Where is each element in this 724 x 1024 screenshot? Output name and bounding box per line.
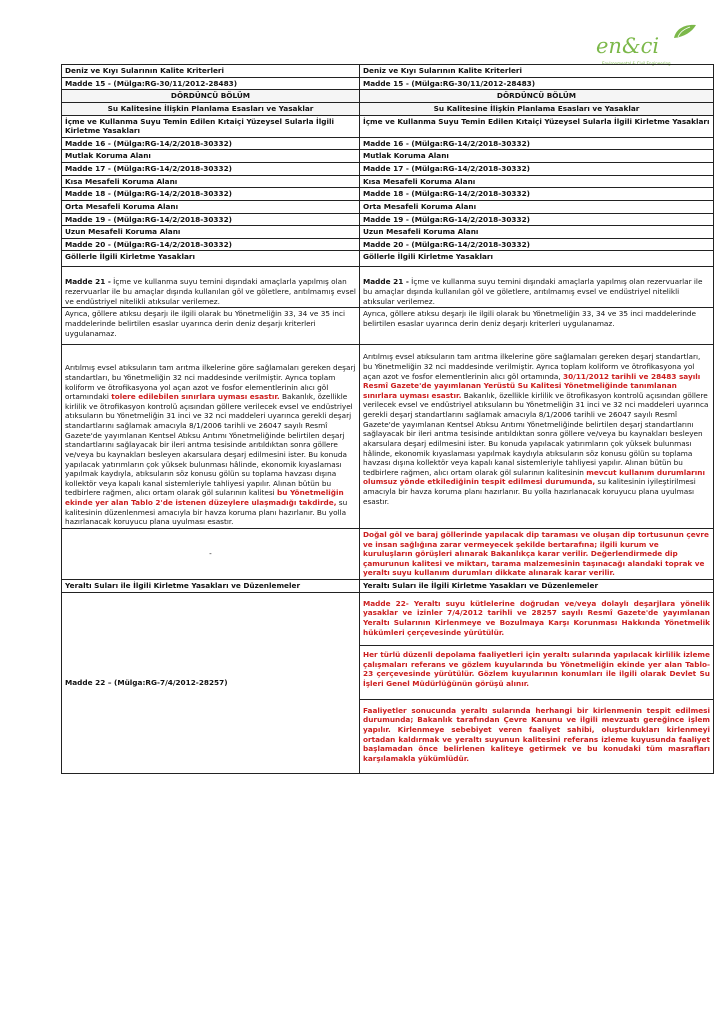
groundwater-heading-right: Yeraltı Suları ile İlgili Kirletme Yasakları ve Düzenlemeler xyxy=(360,580,714,593)
paragraph-text: Bakanlık, özellikle kirlilik ve ötrofikasyon kontrolü açısından göllere verilecek evsel ve endüstriyel atıksuların bu Yönetmeliğin 31 inci ve 32 nci maddeleri uyarınca gerekli deşarj standartlarını sağlamak amacıyla 8/1/2006 tarihli ve 26047 sayılı Resmî Gazete'de yayımlanan Kentsel Atıksu Arıtımı Yönetmeliğinde belirtilen deşarj standartlarını sağlayacak bir ileri arıtma tesisinde arıtıldıktan sonra göllere ve/veya bu kaynakları besleyen akarsulara deşarj edilmesini ister. Bu konuda yapılacak yatırımların çok yüksek bulunması hâlinde, ekonomik kıyaslaması yapılmak kaydıyla, atıksuların söz konusu gölün su toplama havzası dışına kollektör veya kapalı kanal sistemleriyle tahliyesi yapılır. Alınan bütün bu tedbirlere rağmen, alıcı ortam olarak göl sularının kalitesi xyxy=(65,392,353,498)
table-row xyxy=(62,200,714,213)
table-row xyxy=(62,115,714,137)
leaf-icon xyxy=(670,22,700,40)
paragraph-text: Arıtılmış evsel atıksuların tam arıtma ilkelerine göre sağlamaları gereken deşarj standartları, bu Yönetmeliğin 32 nci maddesinde verilmiştir. Ayrıca toplam koliform ve ötrofikasyona yol açan azot ve fosfor elementlerinin alıcı göl ortamında, xyxy=(363,352,701,381)
table-row xyxy=(62,102,714,115)
paragraph-text: Arıtılmış evsel atıksuların tam arıtma ilkelerine göre sağlamaları gereken deşarj standartları, bu Yönetmeliğin 32 nci maddesinde verilmiştir. Ayrıca toplam koliform ve ötrofikasyona yol açan azot ve fosfor elementlerinin alıcı göl ortamındaki xyxy=(65,363,356,402)
madde-21-text: İçme ve kullanma suyu temini dışındaki amaçlarla yapılmış olan rezervuarlar ile bu amaçlar dışında kullanılan göl ve göletlere, arıtılmamış evsel ve endüstriyel nitelikli atıksular verilemez. xyxy=(363,277,703,306)
cell-right: Madde 17 - (Mülga:RG-14/2/2018-30332) xyxy=(360,163,714,176)
table-row xyxy=(62,188,714,201)
madde-22-p2: Her türlü düzenli depolama faaliyetleri için yeraltı sularında yapılacak kirlilik izleme çalışmaları referans ve gözlem kuyularında bu Yönetmeliğin ekinde yer alan Tablo-23 çerçevesinde yürütülür. Gözlem kuyularının konumları ile ilgili olarak Devlet Su İşleri Genel Müdürlüğünün görüşü alınır. xyxy=(360,646,714,700)
section-heading-right: DÖRDÜNCÜ BÖLÜM xyxy=(360,90,714,103)
table-row xyxy=(62,175,714,188)
cell-left: Kısa Mesafeli Koruma Alanı xyxy=(62,175,360,188)
cell-right: Madde 18 - (Mülga:RG-14/2/2018-30332) xyxy=(360,188,714,201)
cell-right: Madde 20 - (Mülga:RG-14/2/2018-30332) xyxy=(360,238,714,251)
cell-left: Orta Mesafeli Koruma Alanı xyxy=(62,200,360,213)
groundwater-heading-left: Yeraltı Suları ile İlgili Kirletme Yasakları ve Düzenlemeler xyxy=(62,580,360,593)
cell-right: Madde 16 - (Mülga:RG-14/2/2018-30332) xyxy=(360,137,714,150)
comparison-table xyxy=(61,64,714,774)
cell-left: Madde 17 - (Mülga:RG-14/2/2018-30332) xyxy=(62,163,360,176)
paragraph-text: su kalitesinin iyileştirilmesi amacıyla bir havza koruma planı hazırlanır. Bu yolla hazırlanacak koruyucu plana uyulması esastır. xyxy=(363,477,696,506)
table-row xyxy=(62,137,714,150)
table-row xyxy=(62,226,714,239)
table-row xyxy=(62,163,714,176)
table-row xyxy=(62,345,714,529)
madde-21-p2-right: Ayrıca, göllere atıksu deşarjı ile ilgili olarak bu Yönetmeliğin 33, 34 ve 35 inci maddelerinde belirtilen esaslar uyarınca derin deniz deşarjı kriterleri uygulanamaz. xyxy=(360,308,714,345)
table-row xyxy=(62,213,714,226)
cell-left: İçme ve Kullanma Suyu Temin Edilen Kıtaiçi Yüzeysel Sularla İlgili Kirletme Yasakları xyxy=(62,115,360,137)
cell-right: Göllerle İlgili Kirletme Yasakları xyxy=(360,251,714,267)
highlight-text: 30/11/2012 tarihli ve 28483 sayılı Resmî Gazete'de yayımlanan Yerüstü Su Kalitesi Yönetmeliğinde tanımlanan sınırlara uyması esastır. xyxy=(363,371,701,400)
table-row xyxy=(62,150,714,163)
table-row xyxy=(62,90,714,103)
table-row xyxy=(62,77,714,90)
madde-21-left xyxy=(62,267,360,308)
cell-right: Kısa Mesafeli Koruma Alanı xyxy=(360,175,714,188)
highlight-text: mevcut kullanım durumlarını olumsuz yönde etkilediğinin tespit edilmesi durumunda, xyxy=(363,467,705,487)
cell-left: Madde 19 - (Mülga:RG-14/2/2018-30332) xyxy=(62,213,360,226)
lake-discharge-left xyxy=(62,345,360,529)
madde-21-p2-left: Ayrıca, göllere atıksu deşarjı ile ilgili olarak bu Yönetmeliğin 33, 34 ve 35 inci maddelerinde belirtilen esaslar uyarınca derin deniz deşarjı kriterleri uygulanamaz. xyxy=(62,308,360,345)
madde-21-label: Madde 21 - xyxy=(363,277,409,287)
empty-left-cell xyxy=(62,528,360,579)
cell-right: Madde 19 - (Mülga:RG-14/2/2018-30332) xyxy=(360,213,714,226)
highlight-text: tolere edilebilen sınırlara uyması esastır. xyxy=(111,392,280,402)
table-row xyxy=(62,592,714,646)
dredging-text: Doğal göl ve baraj göllerinde yapılacak dip taraması ve oluşan dip tortusunun çevre ve insan sağlığına zarar vermeyecek şekilde bertarafına; ilgili kurum ve kuruluşların görüşleri alınarak Bakanlıkça karar verilir. Değerlendirmede dip çamurunun kalitesi ve miktarı, tarama malzemesinin taşınacağı alandaki toprak ve yeraltı suyu kullanım durumları dikkate alınarak karar verilir. xyxy=(360,528,714,579)
cell-right: Uzun Mesafeli Koruma Alanı xyxy=(360,226,714,239)
table-row xyxy=(62,267,714,308)
madde-22-p3: Faaliyetler sonucunda yeraltı sularında herhangi bir kirlenmenin tespit edilmesi durumunda; Bakanlık tarafından Çevre Kanunu ve ilgili mevzuatı gereğince işlem yapılır. Kirlenmeye sebebiyet veren faaliyet sahibi, oluşturdukları kirlenmeyi ortadan kaldırmak ve yeraltı suyunun kalitesini referans izleme kuyusunda faaliyet başlamadan önce belirlenen kaliteye getirmek ve bu konudaki tüm masrafları karşılamakla yükümlüdür. xyxy=(360,699,714,774)
madde-22-p1: Madde 22- Yeraltı suyu kütlelerine doğrudan ve/veya dolaylı deşarjlara yönelik yasaklar ve izinler 7/4/2012 tarihli ve 28257 sayılı Resmî Gazete'de yayımlanan Yeraltı Sularının Kirlenmeye ve Bozulmaya Karşı Korunması Hakkında Yönetmelik hükümleri çerçevesinde yürütülür. xyxy=(360,592,714,646)
section-subheading-right: Su Kalitesine İlişkin Planlama Esasları ve Yasaklar xyxy=(360,102,714,115)
cell-left: Mutlak Koruma Alanı xyxy=(62,150,360,163)
cell-left: Madde 18 - (Mülga:RG-14/2/2018-30332) xyxy=(62,188,360,201)
cell-left: Madde 15 - (Mülga:RG-30/11/2012-28483) xyxy=(62,77,360,90)
cell-right: Orta Mesafeli Koruma Alanı xyxy=(360,200,714,213)
madde-22-left: Madde 22 – (Mülga:RG-7/4/2012-28257) xyxy=(62,592,360,774)
cell-right: İçme ve Kullanma Suyu Temin Edilen Kıtaiçi Yüzeysel Sularla İlgili Kirletme Yasakları xyxy=(360,115,714,137)
madde-21-right xyxy=(360,267,714,308)
cell-left: Göllerle İlgili Kirletme Yasakları xyxy=(62,251,360,267)
logo-tagline: Environmental & Civil Engineering xyxy=(602,61,671,66)
section-subheading-left: Su Kalitesine İlişkin Planlama Esasları ve Yasaklar xyxy=(62,102,360,115)
table-row xyxy=(62,251,714,267)
section-heading-left: DÖRDÜNCÜ BÖLÜM xyxy=(62,90,360,103)
logo-text: en&ci xyxy=(596,34,660,58)
cell-left: Deniz ve Kıyı Sularının Kalite Kriterleri xyxy=(62,65,360,78)
cell-left: Madde 20 - (Mülga:RG-14/2/2018-30332) xyxy=(62,238,360,251)
madde-21-label: Madde 21 - xyxy=(65,277,111,287)
cell-left: Madde 16 - (Mülga:RG-14/2/2018-30332) xyxy=(62,137,360,150)
paragraph-text: Bakanlık, özellikle kirlilik ve ötrofikasyon kontrolü açısından göllere verilecek evsel ve endüstriyel atıksuların bu Yönetmeliğin 31 inci ve 32 nci maddeleri uyarınca gerekli deşarj standartlarını sağlamak amacıyla 8/1/2006 tarihli ve 26047 sayılı Resmî Gazete'de yayımlanan Kentsel Atıksu Arıtımı Yönetmeliğinde belirtilen deşarj standartlarını sağlayacak bir ileri arıtma tesisinde arıtıldıktan sonra göllere ve/veya bu kaynakları besleyen akarsulara deşarj edilmesini ister. Bu konuda yapılacak yatırımların çok yüksek bulunması hâlinde, ekonomik kıyaslaması yapılmak kaydıyla atıksuların söz konusu gölün su toplama havzası dışına kollektör veya kapalı kanal sistemleriyle tahliyesi yapılır. Alınan bütün bu tedbirlere rağmen, alıcı ortam olarak göl sularının kalitesinin xyxy=(363,390,709,477)
madde-21-text: İçme ve kullanma suyu temini dışındaki amaçlarla yapılmış olan rezervuarlar ile bu amaçlar dışında kullanılan göl ve göletlere, arıtılmamış evsel ve endüstriyel nitelikli atıksular verilemez. xyxy=(65,277,356,306)
table-row xyxy=(62,528,714,579)
cell-right: Madde 15 - (Mülga:RG-30/11/2012-28483) xyxy=(360,77,714,90)
table-row xyxy=(62,65,714,78)
dash-mark: - xyxy=(209,549,212,559)
table-row xyxy=(62,580,714,593)
cell-left: Uzun Mesafeli Koruma Alanı xyxy=(62,226,360,239)
cell-right: Deniz ve Kıyı Sularının Kalite Kriterleri xyxy=(360,65,714,78)
lake-discharge-right xyxy=(360,345,714,529)
table-row xyxy=(62,238,714,251)
cell-right: Mutlak Koruma Alanı xyxy=(360,150,714,163)
table-row xyxy=(62,308,714,345)
paragraph-text: su kalitesinin düzenlenmesi amacıyla bir havza koruma planı hazırlanır. Bu yolla hazırlanacak koruyucu plana uyulması esastır. xyxy=(65,498,348,527)
highlight-text: bu Yönetmeliğin ekinde yer alan Tablo 2'de istenen düzeylere ulaşmadığı takdirde, xyxy=(65,488,344,507)
